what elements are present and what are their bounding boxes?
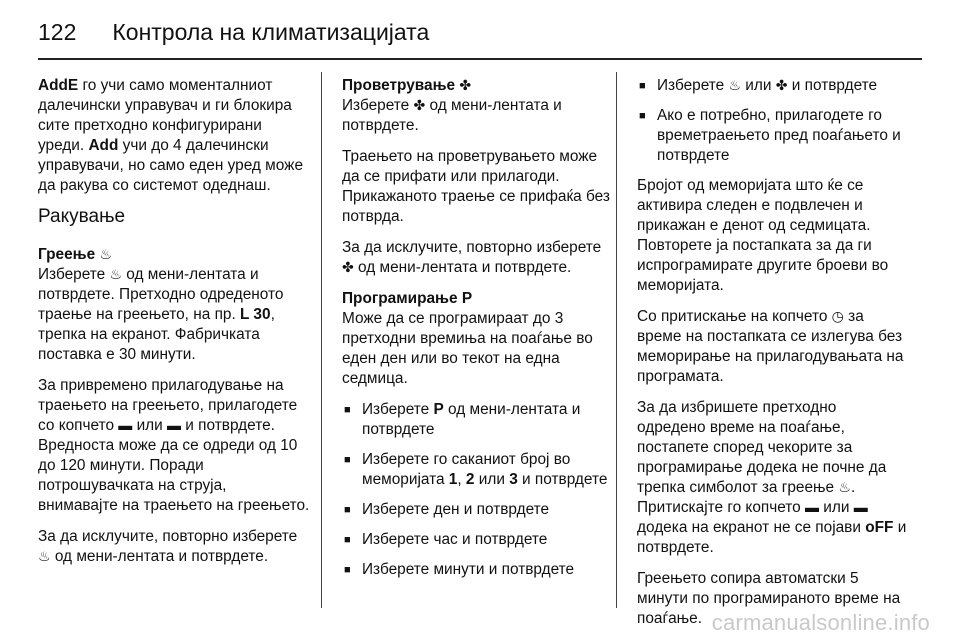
heat-icon: ♨ [109,266,123,282]
delete-paragraph [637,398,909,558]
heating-paragraph-1 [38,265,310,365]
fan-icon: ✤ [413,97,426,113]
text: Проветрување [342,77,456,94]
column-2 [342,76,614,590]
text: Изберете [38,266,110,283]
memory-paragraph: Бројот од меморијата што ќе се активира следен е подвлечен и прикажан е денот од седмицата. Повторете ја постапката за да ги испрограмирате другите броеви во меморијата. [637,177,889,294]
text: Изберете [342,97,414,114]
auto-stop-paragraph: Греењето сопира автоматски 5 минути по програмираното време на поаѓање. [637,570,901,627]
list-item: ■ Изберете час и потврдете [342,530,614,550]
text: или [819,499,854,516]
text: Изберете [362,401,434,418]
heating-subheading [38,245,310,265]
text: 2 [465,471,475,488]
text: , [457,471,466,488]
page-number: 122 [38,18,77,45]
column-3 [637,76,909,640]
text: и потврдете. Вредноста може да се одреди од 10 до 120 минути. Поради потрошувачката на струја, внимавајте на траењето на греењето. [38,417,310,514]
programming-steps-cont [637,76,909,166]
text: или [741,77,776,94]
heating-paragraph-3 [38,527,310,567]
text: За да исклучите, повторно изберете [342,239,602,256]
fan-icon: ✤ [775,77,788,93]
list-item: ■ Изберете минути и потврдете [342,560,614,580]
knob-left-icon: ▬ [118,417,133,433]
adde-label: AddE [38,77,79,94]
text: додека на екранот не се појави [637,519,866,536]
text: Изберете го саканиот број во меморијата [362,451,571,488]
column-divider-2 [616,72,617,608]
header-rule [38,58,922,60]
clock-icon: ◷ [831,308,844,324]
list-item [342,400,614,440]
text: од мени-лентата и потврдете. Претходно одреденото траење на греењето, на пр. [38,266,284,323]
text: или [474,471,510,488]
text: 1 [448,471,458,488]
text: За привремено прилагодување на траењето на греењето, прилагодете со копчето [38,377,298,434]
add-label: Add [88,137,119,154]
text: и потврдете [787,77,878,94]
fan-icon: ✤ [459,77,472,93]
text: од мени-лентата и потврдете. [353,259,572,276]
text: Греење [38,246,96,263]
off-label: oFF [865,519,894,536]
section-heading: Ракување [38,206,126,227]
heating-paragraph-2 [38,376,310,516]
fan-icon: ✤ [342,259,354,275]
text: 3 [509,471,518,488]
heat-icon: ♨ [38,548,51,564]
duration-value: L 30 [240,306,271,323]
text: и потврдете [517,471,608,488]
text: . Притискајте го копчето [637,479,856,516]
column-divider-1 [321,72,322,608]
heat-icon: ♨ [99,246,113,262]
exit-paragraph [637,307,909,387]
knob-right-icon: ▬ [167,417,182,433]
text: или [132,417,168,434]
text: од мени-лентата и потврдете. [342,97,562,134]
text: За да избришете претходно одредено време на поаѓање, постапете според чекорите за програмирање додека не почне да трепка симболот за греење [637,399,887,496]
heat-icon: ♨ [728,77,742,93]
chapter-title: Контрола на климатизацијата [112,18,430,45]
text: Со притискање на копчето [637,308,832,325]
knob-left-icon: ▬ [805,499,820,515]
list-item [637,76,909,96]
text: за време на постапката се излегува без меморирање на прилагодувањата на програмата. [637,308,904,385]
vent-paragraph-2: Траењето на проветрувањето може да се прифати или прилагоди. Прикажаното траење се прифаќа без потврда. [342,148,610,225]
text: P [433,401,444,418]
vent-paragraph-1 [342,96,614,136]
adde-paragraph [38,76,310,196]
text: и потврдете. [637,519,907,556]
vent-paragraph-3 [342,238,614,278]
heat-icon: ♨ [838,479,851,495]
knob-right-icon: ▬ [853,499,868,515]
text: од мени-лентата и потврдете. [50,548,269,565]
text: Програмирање P [342,290,473,307]
text: учи до 4 далечински управувачи, но само еден уред може да ракува со системот одеднаш. [38,137,303,194]
text: За да исклучите, повторно изберете [38,528,298,545]
list-item: ■ Изберете ден и потврдете [342,500,614,520]
text: , трепка на екранот. Фабричката поставка е 30 минути. [38,306,275,363]
watermark: carmanualsonline.info [711,610,930,635]
list-item [342,450,614,490]
programming-subheading [342,289,614,309]
text: Изберете [657,77,729,94]
programming-steps [342,400,614,580]
ventilation-subheading [342,76,614,96]
text: го учи само моменталниот далечински управувач и ги блокира сите претходно конфигурирани уреди. [38,77,292,154]
programming-paragraph: Може да се програмираат до 3 претходни времиња на поаѓање во еден ден или во текот на една седмица. [342,310,593,387]
column-1 [38,76,310,578]
page-header [38,12,429,52]
text: од мени-лентата и потврдете [362,401,581,438]
list-item: ■ Ако е потребно, прилагодете го времетраењето пред поаѓањето и потврдете [637,106,909,166]
